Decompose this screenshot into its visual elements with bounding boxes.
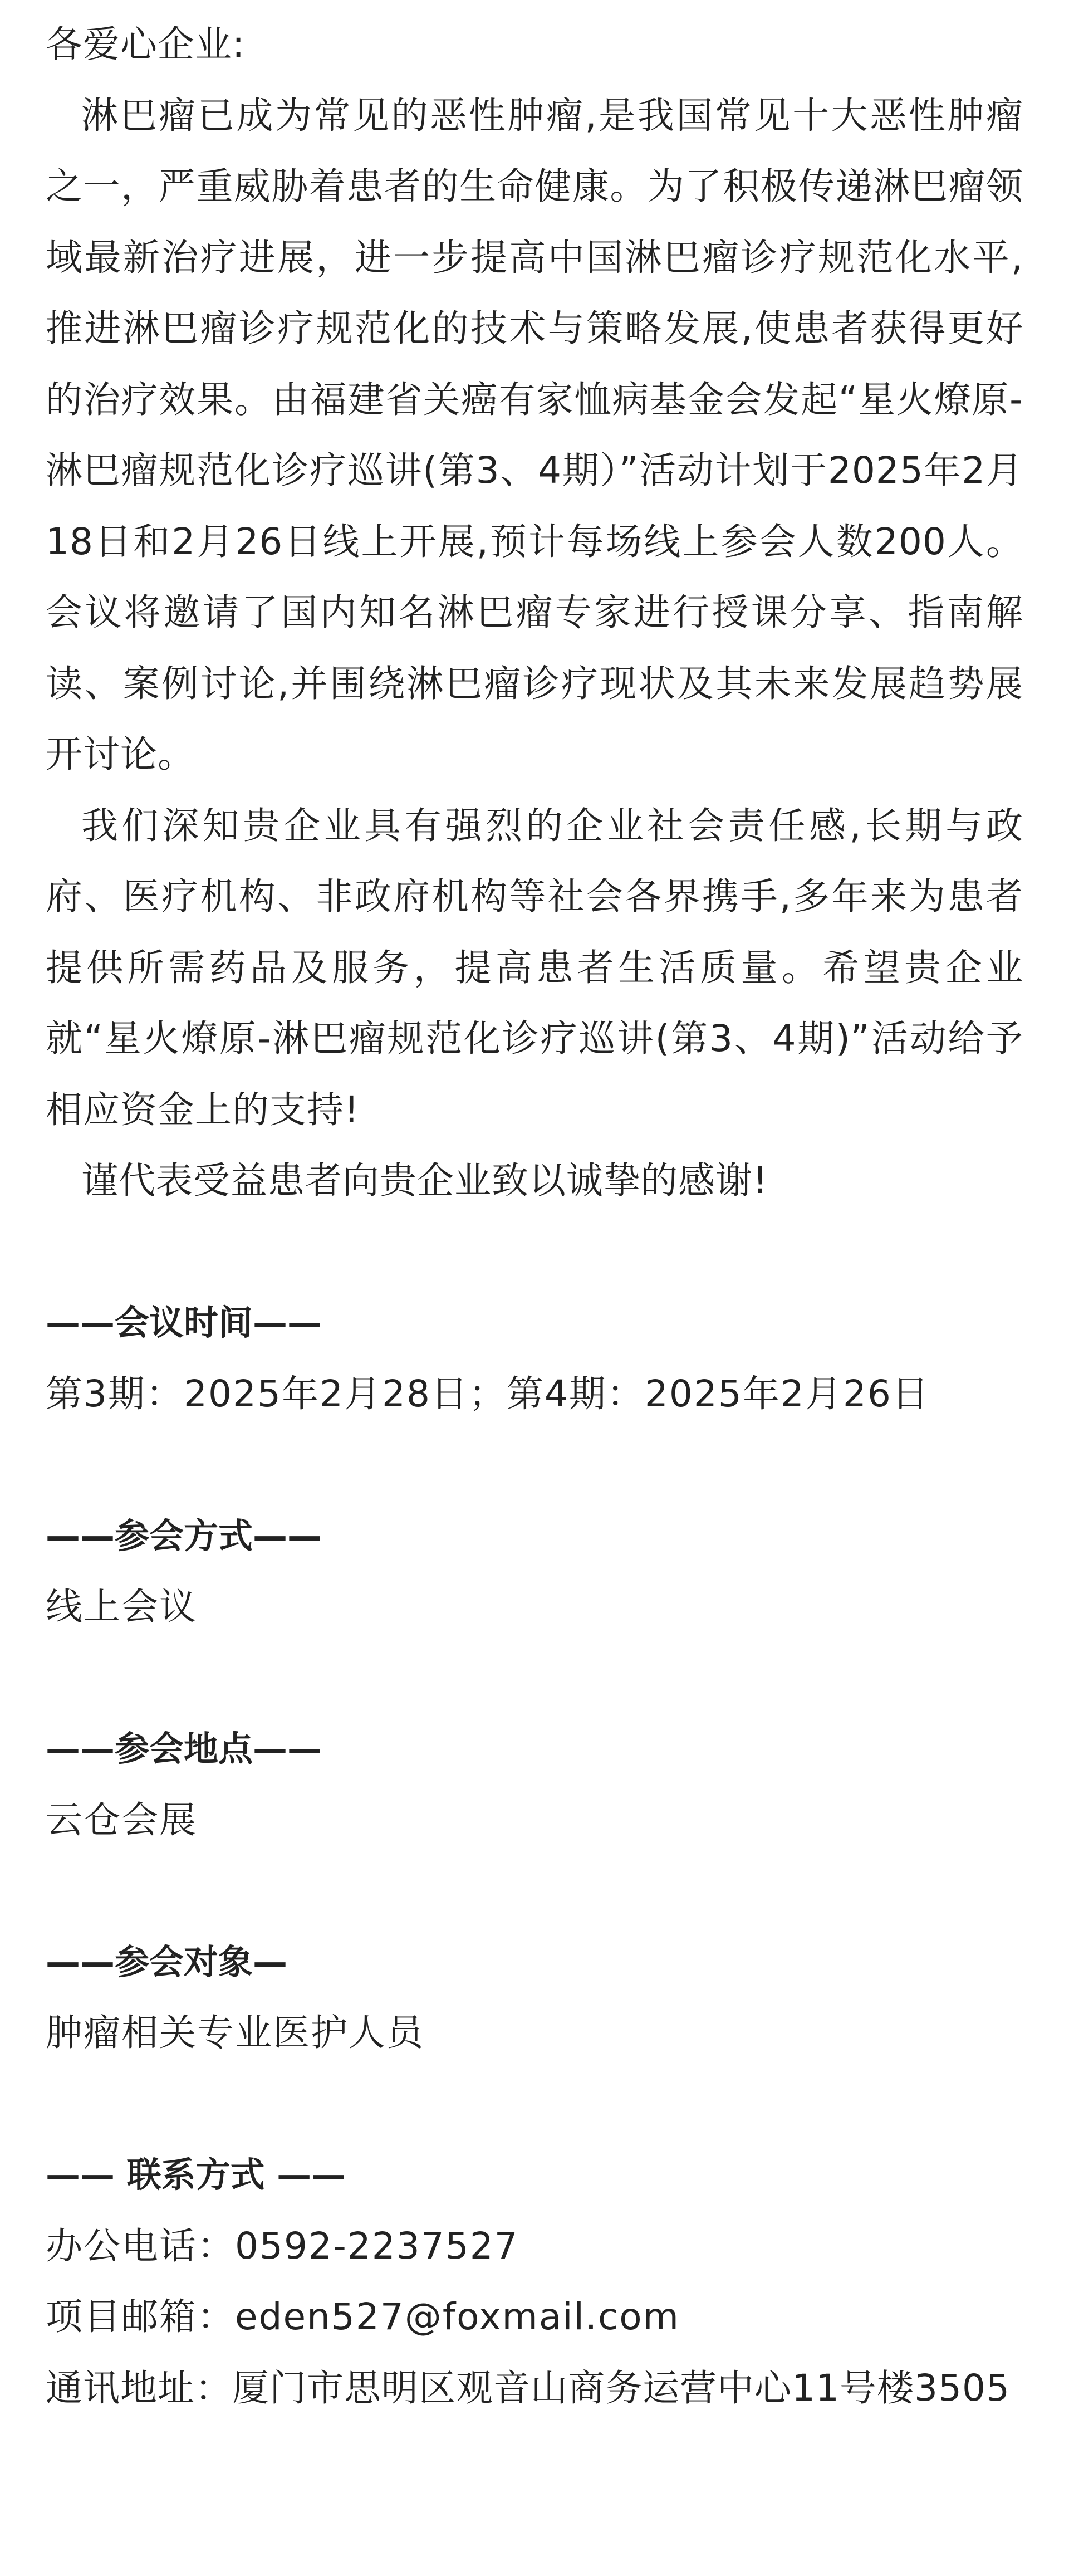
intro-paragraph: 淋巴瘤已成为常见的恶性肿瘤,是我国常见十大恶性肿瘤之一，严重威胁着患者的生命健康。为了积极传递淋巴瘤领域最新治疗进展，进一步提高中国淋巴瘤诊疗规范化水平,推进淋巴瘤诊疗规范化的技术与策略发展,使患者获得更好的治疗效果。由福建省关癌有家恤病基金会发起“星火燎原-淋巴瘤规范化诊疗巡讲(第3、4期）”活动计划于2025年2月18日和2月26日线上开展,预计每场线上参会人数200人。会议将邀请了国内知名淋巴瘤专家进行授课分享、指南解读、案例讨论,并围绕淋巴瘤诊疗现状及其未来发展趋势展开讨论。 <box>46 94 1023 776</box>
section-contact <box>46 2139 1023 2423</box>
section-audience-value: 肿瘤相关专业医护人员 <box>46 2011 424 2054</box>
section-venue <box>46 1713 1023 1855</box>
contact-phone: 办公电话：0592-2237527 <box>46 2224 519 2267</box>
greeting: 各爱心企业: <box>46 23 246 66</box>
support-paragraph: 我们深知贵企业具有强烈的企业社会责任感,长期与政府、医疗机构、非政府机构等社会各界携手,多年来为患者提供所需药品及服务，提高患者生活质量。希望贵企业就“星火燎原-淋巴瘤规范化诊疗巡讲(第3、4期)”活动给予相应资金上的支持! <box>46 804 1023 1131</box>
section-time-value: 第3期：2025年2月28日；第4期：2025年2月26日 <box>46 1372 930 1415</box>
section-mode <box>46 1500 1023 1643</box>
section-contact-heading: —— 联系方式 —— <box>46 2154 346 2195</box>
section-time <box>46 1287 1023 1429</box>
section-mode-value: 线上会议 <box>46 1585 197 1628</box>
section-time-heading: ——会议时间—— <box>46 1302 322 1343</box>
spacer <box>46 1855 1023 1927</box>
spacer <box>46 1429 1023 1500</box>
section-mode-heading: ——参会方式—— <box>46 1515 322 1556</box>
thanks-paragraph: 谨代表受益患者向贵企业致以诚挚的感谢! <box>81 1159 768 1202</box>
section-audience-heading: ——参会对象— <box>46 1941 288 1982</box>
spacer <box>46 2069 1023 2140</box>
spacer <box>46 1643 1023 1714</box>
section-audience <box>46 1927 1023 2069</box>
section-venue-heading: ——参会地点—— <box>46 1728 322 1769</box>
section-venue-value: 云仓会展 <box>46 1798 197 1841</box>
contact-address: 通讯地址：厦门市思明区观音山商务运营中心11号楼3505 <box>46 2366 1010 2409</box>
contact-email: 项目邮箱：eden527@foxmail.com <box>46 2295 680 2338</box>
spacer <box>46 1216 1023 1288</box>
